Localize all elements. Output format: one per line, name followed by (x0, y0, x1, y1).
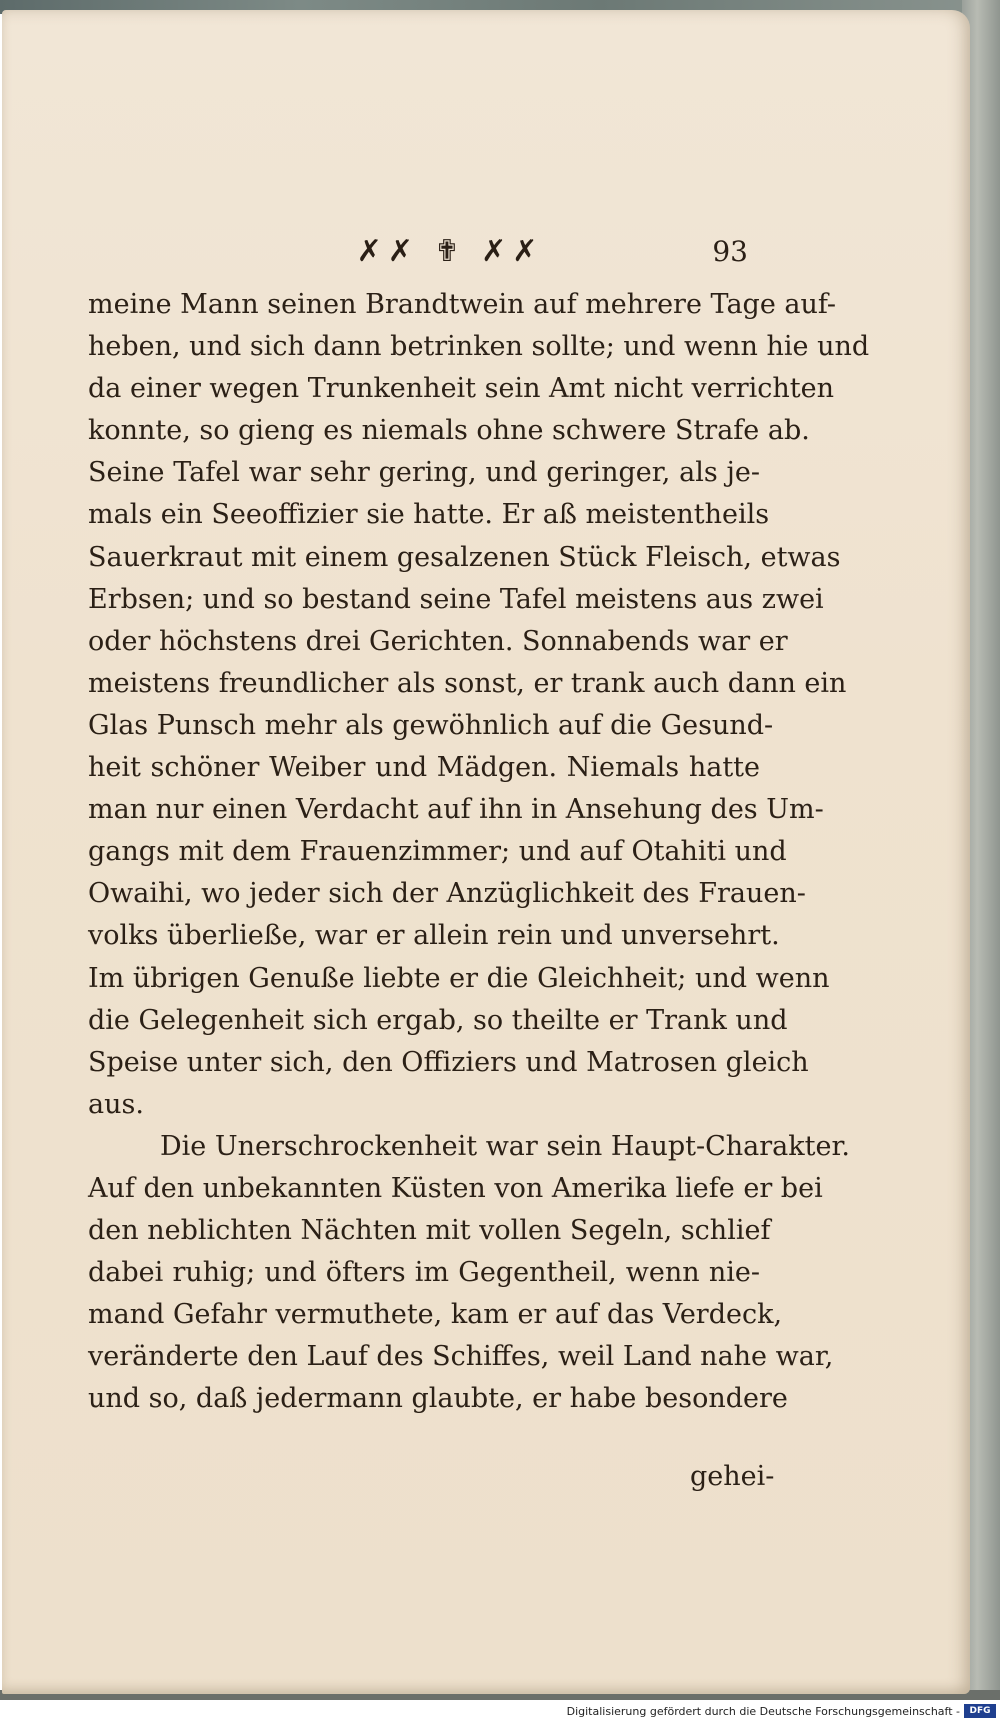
text-line: Owaihi, wo jeder sich der Anzüglichkeit des Frauen- (88, 878, 806, 910)
funding-credit: Digitalisierung gefördert durch die Deutsche Forschungsgemeinschaft - (566, 1705, 960, 1718)
text-line: mals ein Seeoffizier sie hatte. Er aß meistentheils (88, 499, 770, 531)
text-line: oder höchstens drei Gerichten. Sonnabends war er (88, 625, 788, 657)
text-line: dabei ruhig; und öfters im Gegentheil, wenn nie- (88, 1257, 760, 1289)
text-line: Seine Tafel war sehr gering, und geringer, als je- (88, 457, 760, 489)
page-number: 93 (712, 235, 748, 268)
text-line: heben, und sich dann betrinken sollte; und wenn hie und (88, 331, 870, 363)
text-line: und so, daß jedermann glaubte, er habe besondere (88, 1383, 788, 1415)
text-line: Erbsen; und so bestand seine Tafel meistens aus zwei (88, 583, 824, 615)
paragraph-start-line: Die Unerschrockenheit war sein Haupt-Charakter. (160, 1130, 850, 1162)
text-line: Speise unter sich, den Offiziers und Matrosen gleich (88, 1046, 809, 1078)
text-line: veränderte den Lauf des Schiffes, weil Land nahe war, (88, 1341, 834, 1373)
text-line: meistens freundlicher als sonst, er trank auch dann ein (88, 667, 847, 699)
body-text (88, 284, 870, 1421)
catchword: gehei- (690, 1461, 775, 1492)
text-line: man nur einen Verdacht auf ihn in Ansehung des Um- (88, 794, 824, 826)
text-line: Im übrigen Genuße liebte er die Gleichheit; und wenn (88, 962, 830, 994)
text-line: konnte, so gieng es niemals ohne schwere Strafe ab. (88, 415, 810, 447)
text-line: aus. (88, 1088, 144, 1120)
text-line: meine Mann seinen Brandtwein auf mehrere Tage auf- (88, 289, 837, 320)
text-line: gangs mit dem Frauenzimmer; und auf Otahiti und (88, 836, 787, 868)
text-line: Glas Punsch mehr als gewöhnlich auf die Gesund- (88, 709, 774, 741)
running-header (90, 234, 760, 274)
footer-bar (0, 1700, 1000, 1724)
text-line: volks überließe, war er allein rein und unversehrt. (88, 920, 780, 952)
text-line: die Gelegenheit sich ergab, so theilte er Trank und (88, 1004, 788, 1036)
text-line: heit schöner Weiber und Mädgen. Niemals hatte (88, 752, 760, 784)
text-line: mand Gefahr vermuthete, kam er auf das Verdeck, (88, 1299, 783, 1331)
dfg-logo: DFG (964, 1704, 996, 1718)
text-line: Sauerkraut mit einem gesalzenen Stück Fleisch, etwas (88, 541, 841, 573)
text-line: Auf den unbekannten Küsten von Amerika liefe er bei (88, 1172, 823, 1204)
header-ornament: ✗✗ ✟ ✗✗ (356, 234, 544, 269)
text-line: den neblichten Nächten mit vollen Segeln, schlief (88, 1215, 771, 1247)
text-line: da einer wegen Trunkenheit sein Amt nicht verrichten (88, 373, 834, 405)
